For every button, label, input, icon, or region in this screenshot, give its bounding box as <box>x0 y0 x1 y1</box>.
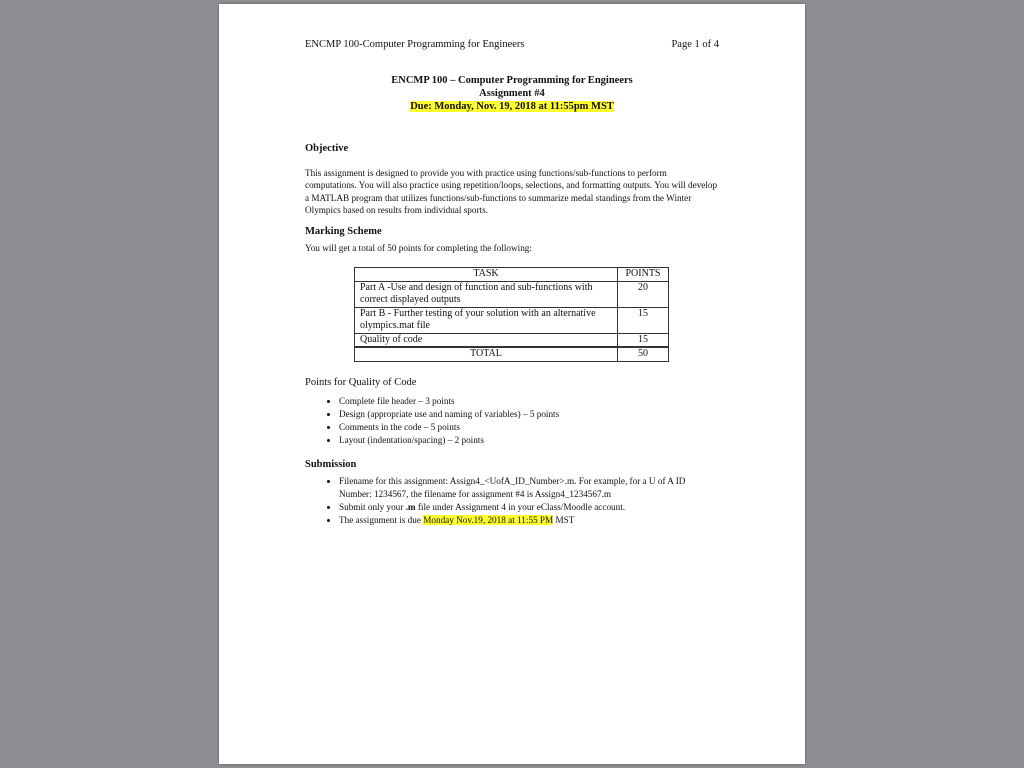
list-item: • Design (appropriate use and naming of variables) – 5 points <box>339 408 719 421</box>
file-extension: .m <box>405 502 416 512</box>
list-item: • Filename for this assignment: Assign4_<UofA_ID_Number>.m. For example, for a U of A ID Number: 1234567, the filename for assignment #4 is Assign4_1234567.m <box>339 475 719 501</box>
list-item: • Complete file header – 3 points <box>339 395 719 408</box>
marking-intro: You will get a total of 50 points for completing the following: <box>305 243 532 253</box>
points-cell: 20 <box>618 281 669 307</box>
marking-scheme-heading: Marking Scheme <box>305 226 382 237</box>
task-cell: Part B - Further testing of your solution with an alternative olympics.mat file <box>355 307 618 333</box>
table-row <box>355 333 669 347</box>
objective-text: This assignment is designed to provide you with practice using functions/sub-functions to perform computations. You will also practice using repetition/loops, selections, and formatting outputs. You will develop a MATLAB program that utilizes functions/sub-functions to summarize medal standings from the Winter Olympics based on results from individual sports. <box>305 168 718 216</box>
total-label-cell: TOTAL <box>355 347 618 361</box>
running-header <box>305 39 719 50</box>
table-row <box>355 281 669 307</box>
table-header-row <box>355 268 669 282</box>
submission-text: The assignment is due <box>339 515 424 525</box>
table-row <box>355 307 669 333</box>
table-total-row <box>355 347 669 361</box>
submission-list <box>305 475 719 527</box>
table-header-points: POINTS <box>618 268 669 282</box>
total-points-cell: 50 <box>618 347 669 361</box>
due-date-highlight: Due: Monday, Nov. 19, 2018 at 11:55pm MST <box>410 101 614 112</box>
quality-of-code-title: Points for Quality of Code <box>305 377 417 388</box>
header-page-number: Page 1 of 4 <box>671 39 719 50</box>
points-cell: 15 <box>618 307 669 333</box>
assignment-number: Assignment #4 <box>479 88 545 99</box>
list-item <box>339 501 719 514</box>
header-course-title: ENCMP 100-Computer Programming for Engineers <box>305 39 525 50</box>
submission-text: MST <box>553 515 575 525</box>
submission-text: file under Assignment 4 in your eClass/Moodle account. <box>415 502 626 512</box>
quality-of-code-list <box>305 395 719 447</box>
title-block <box>305 74 719 113</box>
list-item <box>339 514 719 527</box>
points-cell: 15 <box>618 333 669 347</box>
due-date-inline-highlight: Monday Nov.19, 2018 at 11:55 PM <box>423 515 554 525</box>
submission-heading: Submission <box>305 459 357 470</box>
list-item: • Comments in the code – 5 points <box>339 421 719 434</box>
marking-table <box>354 267 669 362</box>
task-cell: Quality of code <box>355 333 618 347</box>
list-item: • Layout (indentation/spacing) – 2 points <box>339 434 719 447</box>
task-cell: Part A -Use and design of function and sub-functions with correct displayed outputs <box>355 281 618 307</box>
objective-heading: Objective <box>305 143 349 154</box>
submission-text: Submit only your <box>339 502 406 512</box>
document-page <box>219 4 805 764</box>
document-title: ENCMP 100 – Computer Programming for Engineers <box>391 75 633 86</box>
table-header-task: TASK <box>355 268 618 282</box>
